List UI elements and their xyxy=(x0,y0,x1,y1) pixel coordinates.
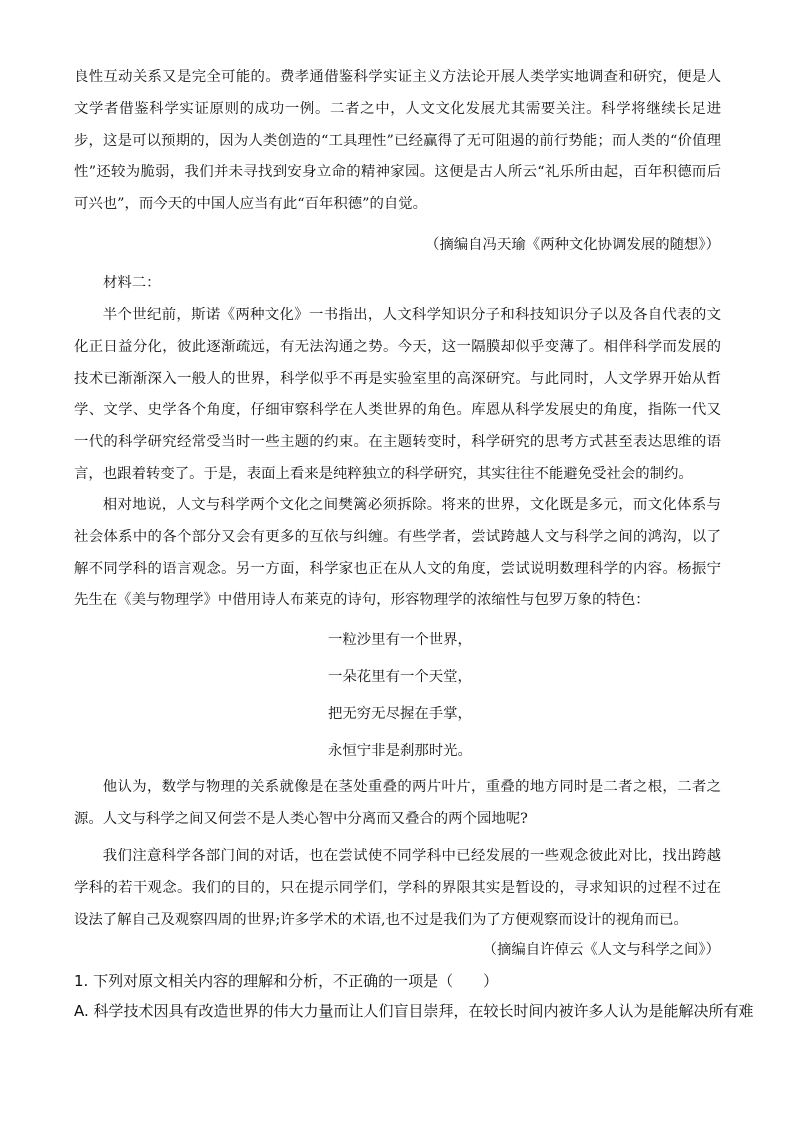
poem-line-3: 把无穷无尽握在手掌， xyxy=(328,706,472,722)
material2-source: （摘编自许倬云《人文与科学之间》） xyxy=(482,942,720,958)
material1-source: （摘编自冯天瑜《两种文化协调发展的随想》） xyxy=(424,237,720,253)
poem-line-2: 一朵花里有一个天堂， xyxy=(328,669,472,685)
material2-paragraph-4: 我们注意科学各部门间的对话，也在尝试使不同学科中已经发展的一些观念彼此对比，找出跨越学科的若干观念。我们的目的，只在提示同学们，学科的界限其实是暂设的，寻求知识的过程不过在设法了解自己及观察四周的世界;许多学术的术语,也不过是我们为了方便观察而设计的视角而已。 xyxy=(74,848,721,928)
material1-paragraph: 良性互动关系又是完全可能的。费孝通借鉴科学实证主义方法论开展人类学实地调查和研究，便是人文学者借鉴科学实证原则的成功一例。二者之中，人文文化发展尤其需要关注。科学将继续长足进步，这是可以预期的，因为人类创造的“工具理性”已经赢得了无可阻遏的前行势能；而人类的“价值理性”还较为脆弱，我们并未寻找到安身立命的精神家园。这便是古人所云“礼乐所由起，百年积德而后可兴也”，而今天的中国人应当有此“百年积德”的自觉。 xyxy=(74,69,721,213)
question-1-stem: 1. 下列对原文相关内容的理解和分析，不正确的一项是（ ） xyxy=(74,972,499,990)
poem-line-4: 永恒宁非是刹那时光。 xyxy=(328,743,472,759)
question-1-option-a: A. 科学技术因具有改造世界的伟大力量而让人们盲目崇拜，在较长时间内被许多人认为是能解决所有难 xyxy=(74,1002,754,1020)
poem-line-1: 一粒沙里有一个世界， xyxy=(328,632,472,648)
material2-paragraph-2: 相对地说，人文与科学两个文化之间樊篱必须拆除。将来的世界，文化既是多元，而文化体系与社会体系中的各个部分又会有更多的互依与纠缠。有些学者，尝试跨越人文与科学之间的鸿沟，以了解不同学科的语言观念。另一方面，科学家也正在从人文的角度，尝试说明数理科学的内容。杨振宁先生在《美与物理学》中借用诗人布莱克的诗句，形容物理学的浓缩性与包罗万象的特色： xyxy=(74,497,721,609)
material2-paragraph-3: 他认为，数学与物理的关系就像是在茎处重叠的两片叶片，重叠的地方同时是二者之根，二者之源。人文与科学之间又何尝不是人类心智中分离而又叠合的两个园地呢? xyxy=(74,779,721,827)
material2-paragraph-1: 半个世纪前，斯诺《两种文化》一书指出，人文科学知识分子和科技知识分子以及各自代表的文化正日益分化，彼此逐渐疏远，有无法沟通之势。今天，这一隔膜却似乎变薄了。相伴科学而发展的技术已渐渐深入一般人的世界，科学似乎不再是实验室里的高深研究。与此同时，人文学界开始从哲学、文学、史学各个角度，仔细审察科学在人类世界的角色。库恩从科学发展史的角度，指陈一代又一代的科学研究经常受当时一些主题的约束。在主题转变时，科学研究的思考方式甚至表达思维的语言，也跟着转变了。于是，表面上看来是纯粹独立的科学研究，其实往往不能避免受社会的制约。 xyxy=(74,307,721,482)
material2-label: 材料二： xyxy=(103,275,161,291)
